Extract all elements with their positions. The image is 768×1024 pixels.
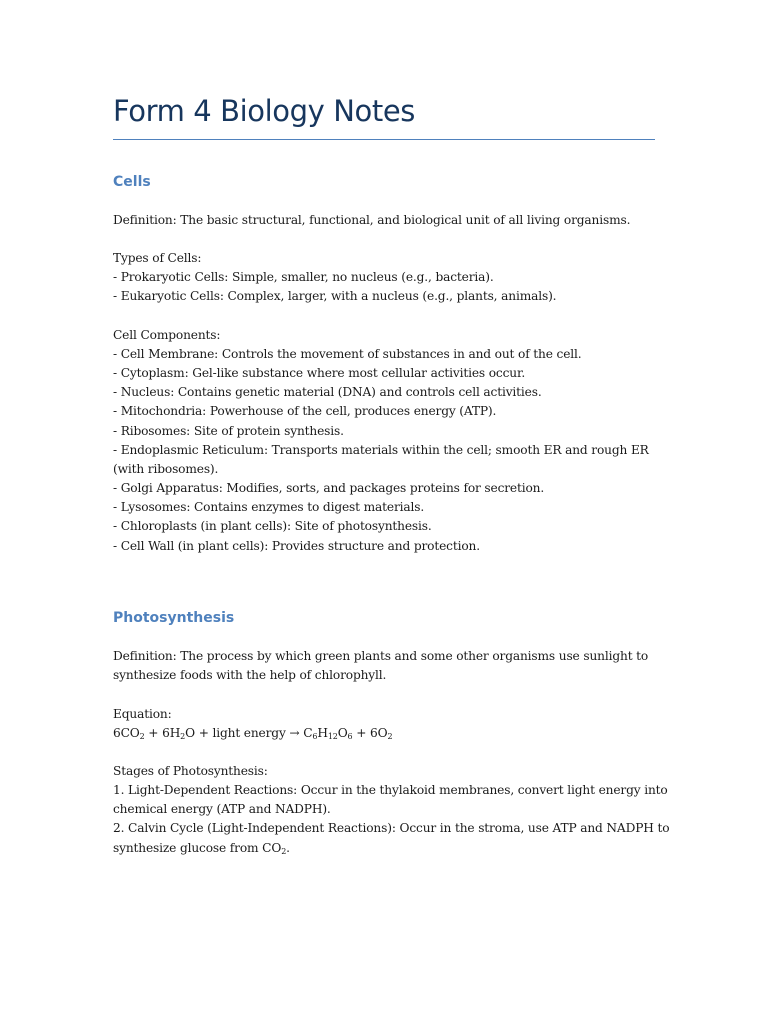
cell-type-item: - Prokaryotic Cells: Simple, smaller, no nucleus (e.g., bacteria). [113, 270, 494, 284]
cell-component-item: - Golgi Apparatus: Modifies, sorts, and packages proteins for secretion. [113, 481, 545, 495]
cells-definition: Definition: The basic structural, functional, and biological unit of all living organisms. [113, 213, 631, 227]
cell-component-item: - Endoplasmic Reticulum: Transports materials within the cell; smooth ER and rough ER [113, 443, 649, 457]
equation-heading: Equation: [113, 707, 172, 721]
photosynthesis-definition: Definition: The process by which green plants and some other organisms use sunlight to [113, 649, 649, 663]
cell-component-item: - Cytoplasm: Gel-like substance where most cellular activities occur. [113, 366, 526, 380]
photosynthesis-definition-continued: synthesize foods with the help of chlorophyll. [113, 668, 387, 682]
stage-item-continued: synthesize glucose from $CO_2$. [113, 841, 290, 856]
stage-item: 2. Calvin Cycle (Light-Independent Reactions): Occur in the stroma, use ATP and NADPH to [113, 821, 670, 835]
photosynthesis-equation: $6CO_2 + 6H_2O$ + light energy → $C_6H_{12}O_6 + 6O_2$ [113, 726, 393, 741]
stage-item: 1. Light-Dependent Reactions: Occur in the thylakoid membranes, convert light energy into [113, 783, 668, 797]
cell-component-item: - Mitochondria: Powerhouse of the cell, produces energy (ATP). [113, 404, 497, 418]
section-heading-cells: Cells [113, 174, 151, 190]
cell-component-item: - Ribosomes: Site of protein synthesis. [113, 424, 344, 438]
page-title: Form 4 Biology Notes [113, 94, 415, 128]
title-underline [113, 139, 655, 140]
cell-types-heading: Types of Cells: [113, 251, 202, 265]
cell-component-item: - Cell Membrane: Controls the movement of substances in and out of the cell. [113, 347, 582, 361]
cell-type-item: - Eukaryotic Cells: Complex, larger, with a nucleus (e.g., plants, animals). [113, 289, 557, 303]
section-heading-photosynthesis: Photosynthesis [113, 610, 235, 626]
cell-component-item: - Chloroplasts (in plant cells): Site of photosynthesis. [113, 519, 432, 533]
cell-component-item-continued: (with ribosomes). [113, 462, 219, 476]
cell-component-item: - Cell Wall (in plant cells): Provides structure and protection. [113, 539, 480, 553]
cell-components-heading: Cell Components: [113, 328, 221, 342]
stages-heading: Stages of Photosynthesis: [113, 764, 268, 778]
cell-component-item: - Lysosomes: Contains enzymes to digest materials. [113, 500, 425, 514]
stage-item-continued: chemical energy (ATP and NADPH). [113, 802, 331, 816]
cell-component-item: - Nucleus: Contains genetic material (DNA) and controls cell activities. [113, 385, 542, 399]
